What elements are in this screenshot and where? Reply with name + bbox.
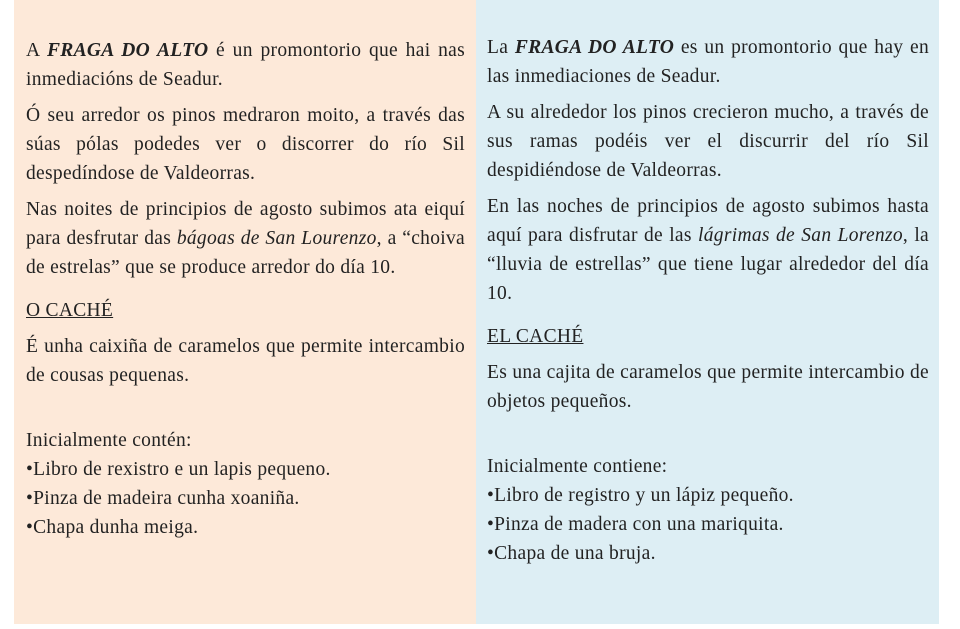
- text: é un promontorio que hai nas inmediacións de Seadur.: [26, 40, 465, 90]
- place-name: FRAGA DO ALTO: [514, 37, 675, 58]
- spanish-column: [476, 0, 939, 624]
- perseids-paragraph: [26, 195, 465, 282]
- pines-paragraph: A su alrededor los pinos crecieron mucho, a través de sus ramas podéis ver el discurrir del río Sil despidiéndose de Valdeorras.: [487, 102, 929, 181]
- text: La: [487, 37, 515, 58]
- cache-heading: EL CACHÉ: [487, 326, 584, 347]
- cache-paragraph: Es una cajita de caramelos que permite intercambio de objetos pequeños.: [487, 362, 929, 412]
- intro-paragraph: [487, 33, 929, 91]
- text: es un promontorio que hay en las inmediaciones de Seadur.: [487, 37, 929, 87]
- text: Nas noites de principios de agosto subimos ata eiquí para desfrutar das: [26, 199, 465, 249]
- cache-paragraph: É unha caixiña de caramelos que permite intercambio de cousas pequenas.: [26, 336, 465, 386]
- list-item: •Chapa dunha meiga.: [26, 517, 199, 538]
- list-item: •Pinza de madeira cunha xoaniña.: [26, 488, 300, 509]
- list-item: •Libro de rexistro e un lapis pequeno.: [26, 459, 331, 480]
- intro-paragraph: [26, 36, 465, 94]
- place-name: FRAGA DO ALTO: [47, 40, 209, 61]
- italic-phrase: lágrimas de San Lorenzo: [698, 225, 903, 246]
- spacer: [487, 423, 929, 452]
- contents-intro: Inicialmente contiene:: [487, 456, 668, 477]
- list-item: •Chapa de una bruja.: [487, 543, 656, 564]
- spacer: [26, 397, 465, 426]
- italic-phrase: bágoas de San Lourenzo: [176, 228, 377, 249]
- pines-paragraph: Ó seu arredor os pinos medraron moito, a través das súas pólas podedes ver o discorrer do río Sil despedíndose de Valdeorras.: [26, 105, 465, 184]
- list-item: •Pinza de madera con una mariquita.: [487, 514, 784, 535]
- galician-column: [14, 0, 476, 624]
- list-item: •Libro de registro y un lápiz pequeño.: [487, 485, 794, 506]
- text: En las noches de principios de agosto subimos hasta aquí para disfrutar de las: [487, 196, 929, 246]
- text: A: [26, 40, 47, 61]
- text: , la “lluvia de estrellas” que tiene lugar alrededor del día 10.: [487, 225, 930, 304]
- perseids-paragraph: [487, 192, 929, 308]
- cache-heading: O CACHÉ: [26, 300, 114, 321]
- contents-intro: Inicialmente contén:: [26, 430, 192, 451]
- text: , a “choiva de estrelas” que se produce arredor do día 10.: [26, 228, 465, 278]
